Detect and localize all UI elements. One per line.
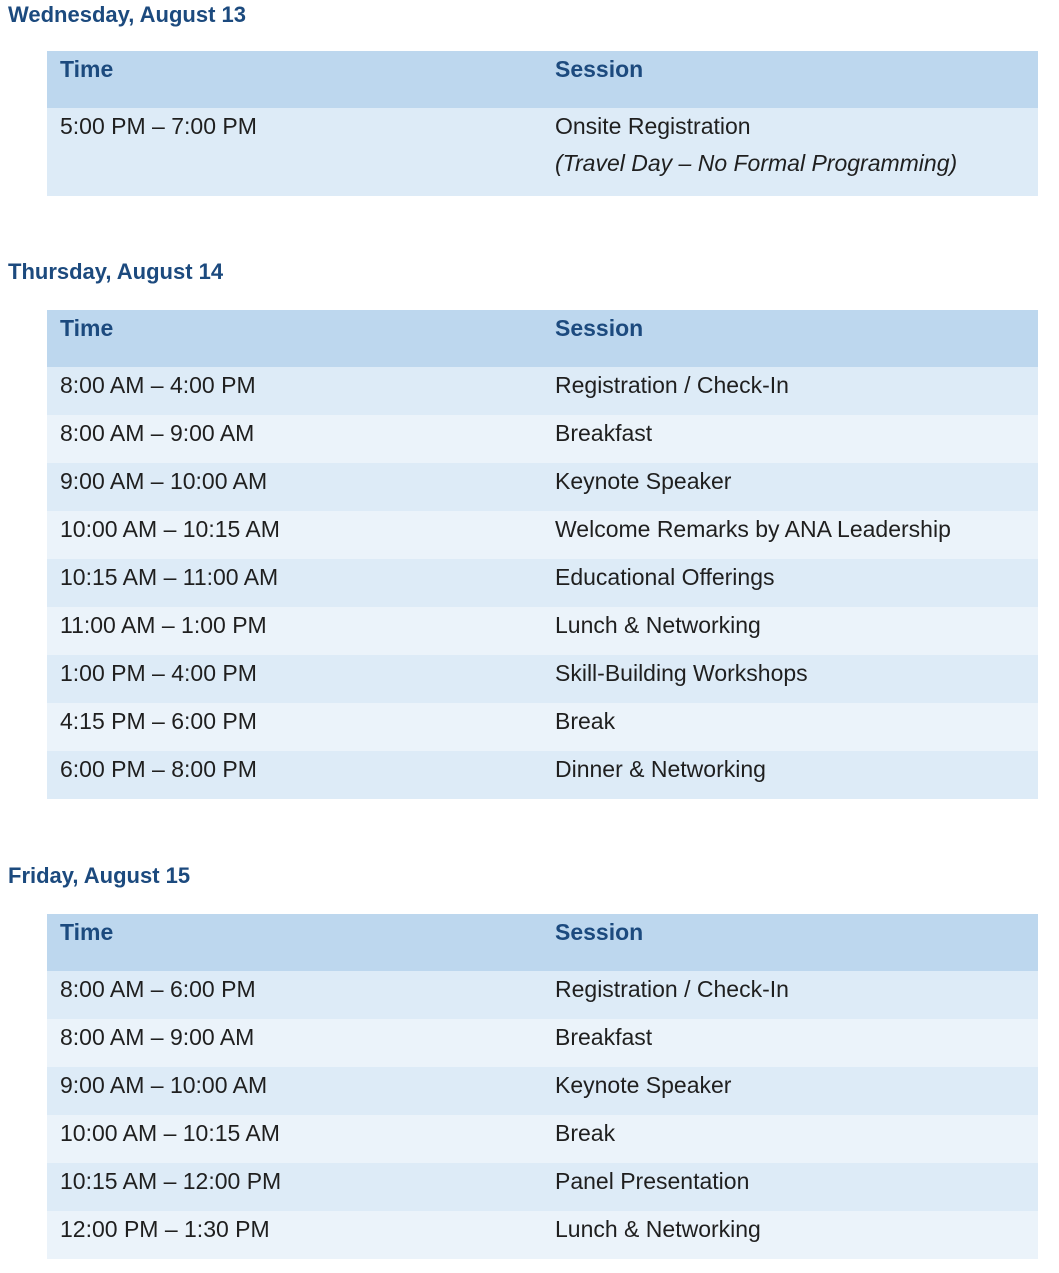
- session-column-header: Session: [542, 914, 1038, 971]
- table-row: [47, 367, 1038, 415]
- table-row: [47, 463, 1038, 511]
- schedule-table: [47, 914, 1038, 1259]
- session-cell: Registration / Check-In: [542, 971, 1038, 1019]
- table-row: [47, 1211, 1038, 1259]
- time-cell: 9:00 AM – 10:00 AM: [47, 1067, 542, 1115]
- session-cell: Keynote Speaker: [542, 463, 1038, 511]
- time-cell: 5:00 PM – 7:00 PM: [47, 108, 542, 196]
- time-cell: 10:15 AM – 11:00 AM: [47, 559, 542, 607]
- time-cell: 10:15 AM – 12:00 PM: [47, 1163, 542, 1211]
- session-cell: Break: [542, 1115, 1038, 1163]
- session-cell: [542, 108, 1038, 196]
- time-cell: 10:00 AM – 10:15 AM: [47, 511, 542, 559]
- table-row: [47, 415, 1038, 463]
- table-header-row: [47, 310, 1038, 367]
- table-row: [47, 559, 1038, 607]
- time-cell: 1:00 PM – 4:00 PM: [47, 655, 542, 703]
- time-cell: 8:00 AM – 9:00 AM: [47, 1019, 542, 1067]
- table-header-row: [47, 51, 1038, 108]
- schedule-table: [47, 51, 1038, 196]
- time-cell: 11:00 AM – 1:00 PM: [47, 607, 542, 655]
- session-cell: Welcome Remarks by ANA Leadership: [542, 511, 1038, 559]
- day-heading: Thursday, August 14: [8, 259, 224, 284]
- table-row: [47, 108, 1038, 196]
- session-column-header: Session: [542, 51, 1038, 108]
- time-cell: 9:00 AM – 10:00 AM: [47, 463, 542, 511]
- session-column-header: Session: [542, 310, 1038, 367]
- table-row: [47, 511, 1038, 559]
- table-row: [47, 703, 1038, 751]
- table-row: [47, 751, 1038, 799]
- session-title: Onsite Registration: [555, 113, 751, 139]
- table-row: [47, 971, 1038, 1019]
- session-cell: Skill-Building Workshops: [542, 655, 1038, 703]
- session-cell: Lunch & Networking: [542, 1211, 1038, 1259]
- time-cell: 6:00 PM – 8:00 PM: [47, 751, 542, 799]
- time-column-header: Time: [47, 310, 542, 367]
- time-cell: 12:00 PM – 1:30 PM: [47, 1211, 542, 1259]
- time-column-header: Time: [47, 914, 542, 971]
- table-row: [47, 655, 1038, 703]
- session-cell: Educational Offerings: [542, 559, 1038, 607]
- session-cell: Break: [542, 703, 1038, 751]
- session-cell: Lunch & Networking: [542, 607, 1038, 655]
- day-heading: Wednesday, August 13: [8, 2, 246, 27]
- time-cell: 10:00 AM – 10:15 AM: [47, 1115, 542, 1163]
- table-row: [47, 1115, 1038, 1163]
- time-cell: 8:00 AM – 6:00 PM: [47, 971, 542, 1019]
- session-cell: Dinner & Networking: [542, 751, 1038, 799]
- schedule-table: [47, 310, 1038, 799]
- session-cell: Registration / Check-In: [542, 367, 1038, 415]
- session-cell: Breakfast: [542, 1019, 1038, 1067]
- table-row: [47, 607, 1038, 655]
- table-header-row: [47, 914, 1038, 971]
- time-column-header: Time: [47, 51, 542, 108]
- time-cell: 8:00 AM – 4:00 PM: [47, 367, 542, 415]
- time-cell: 8:00 AM – 9:00 AM: [47, 415, 542, 463]
- time-cell: 4:15 PM – 6:00 PM: [47, 703, 542, 751]
- session-note: (Travel Day – No Formal Programming): [555, 150, 958, 176]
- session-cell: Breakfast: [542, 415, 1038, 463]
- day-heading: Friday, August 15: [8, 863, 191, 888]
- table-row: [47, 1163, 1038, 1211]
- session-cell: Panel Presentation: [542, 1163, 1038, 1211]
- table-row: [47, 1019, 1038, 1067]
- table-row: [47, 1067, 1038, 1115]
- session-cell: Keynote Speaker: [542, 1067, 1038, 1115]
